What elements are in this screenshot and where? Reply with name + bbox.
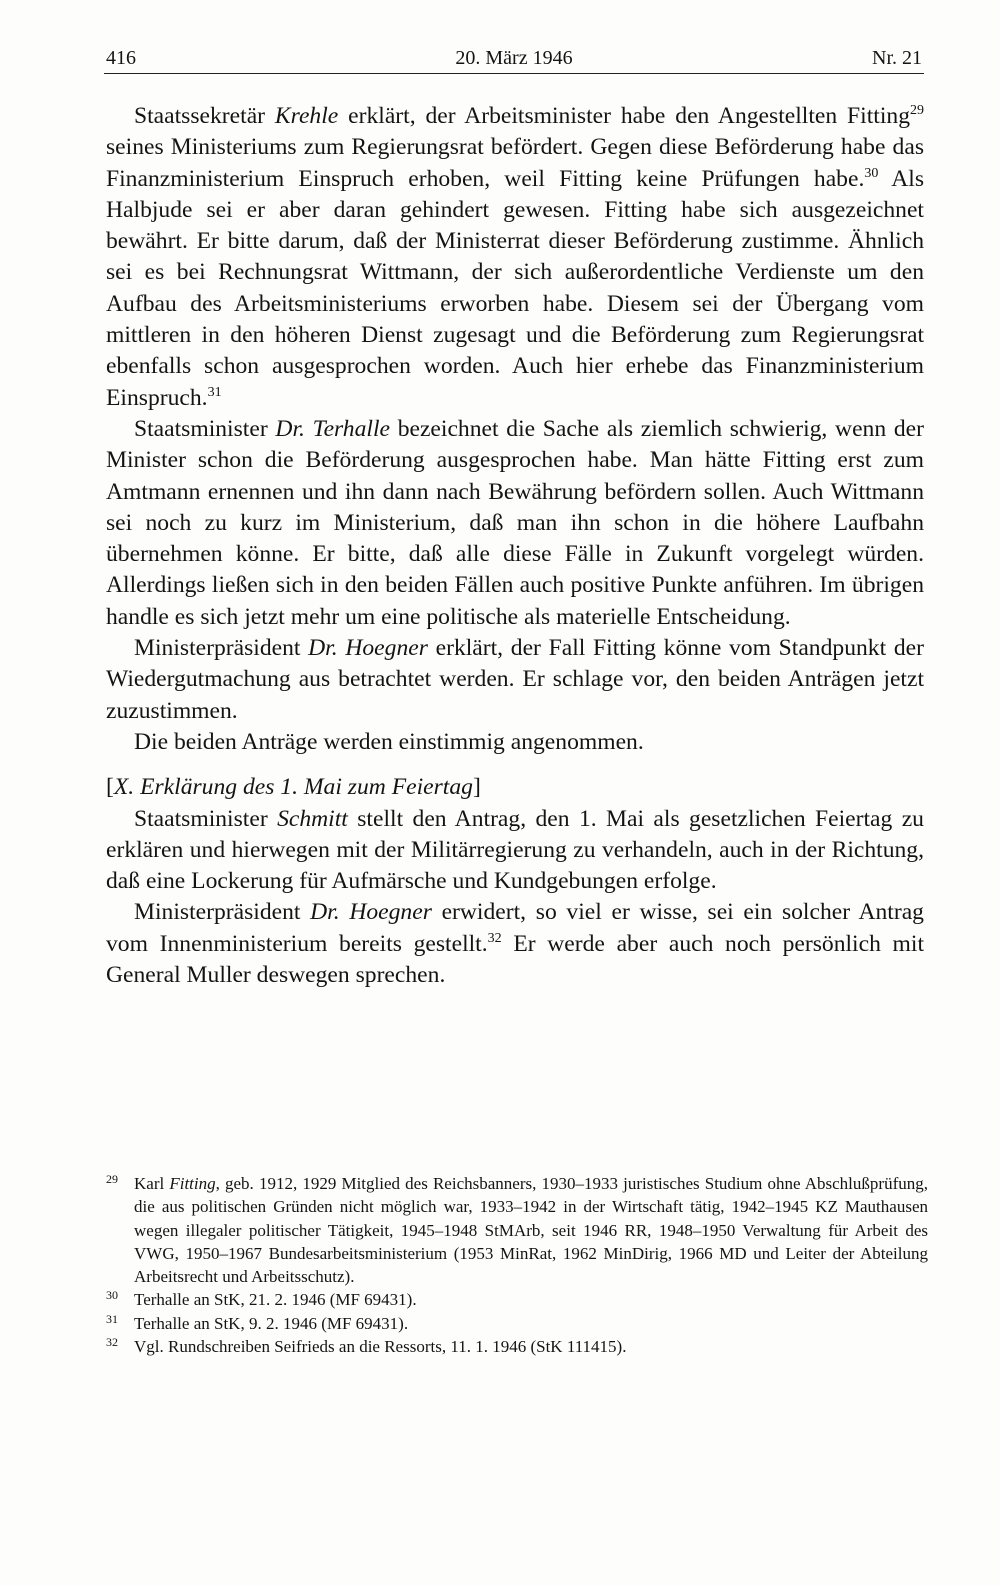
paragraph: Staatssekretär Krehle erklärt, der Arbeitsminister habe den Angestellten Fitting$^{29}$ seines Ministeriums zum Regierungsrat befördert. Gegen diese Beförderung habe das Finanzministerium Einspruch erhoben, weil Fitting keine Prüfungen habe.$^{30}$ Als Halbjude sei er aber daran gehindert gewesen. Fitting habe sich ausgezeichnet bewährt. Er bitte darum, daß der Ministerrat dieser Beförderung zustimme. Ähnlich sei es bei Rechnungsrat Wittmann, der sich außerordentliche Verdienste um den Aufbau des Arbeitsministeriums erworben habe. Diesem sei der Übergang vom mittleren in den höheren Dienst zugesagt und die Beförderung zum Regierungsrat ebenfalls schon ausgesprochen worden. Auch hier erhebe das Finanzministerium Einspruch.$^{31}$	[106, 103, 925, 411]
paragraph: Ministerpräsident Dr. Hoegner erklärt, der Fall Fitting könne vom Standpunkt der Wiedergutmachung aus betrachtet werden. Er schlage vor, den beiden Anträgen jetzt zuzustimmen.	[106, 635, 924, 724]
footnote-number: 29	[106, 1172, 118, 1186]
paragraph: Ministerpräsident Dr. Hoegner erwidert, so viel er wisse, sei ein solcher Antrag vom Innenministerium bereits gestellt.$^{32}$ Er werde aber auch noch persönlich mit General Muller deswegen sprechen.	[106, 899, 925, 989]
header-date: 20. März 1946	[455, 47, 573, 69]
footnote: 31 Terhalle an StK, 9. 2. 1946 (MF 69431).	[106, 1311, 409, 1333]
footnote-ref: 29	[910, 103, 924, 118]
paragraph: Staatsminister Schmitt stellt den Antrag, den 1. Mai als gesetzlichen Feiertag zu erklären und hierwegen mit der Militärregierung zu verhandeln, auch in der Richtung, daß eine Lockerung für Aufmärsche und Kundgebungen erfolge.	[106, 805, 924, 895]
main-text	[106, 101, 924, 991]
footnote-ref: 30	[864, 165, 879, 181]
header-rule	[104, 73, 924, 74]
footnote-number: 30	[106, 1288, 118, 1303]
speaker-name: Dr. Hoegner	[310, 899, 432, 926]
footnotes	[106, 1172, 928, 1358]
page-number: 416	[106, 47, 136, 69]
speaker-name: Schmitt	[277, 805, 348, 832]
footnote: 32 Vgl. Rundschreiben Seifrieds an die Ressorts, 11. 1. 1946 (StK 111415).	[106, 1335, 627, 1357]
issue-number: Nr. 21	[872, 47, 922, 69]
resolution-paragraph: Die beiden Anträge werden einstimmig angenommen.	[134, 728, 644, 755]
speaker-name: Dr. Hoegner	[308, 635, 428, 662]
running-header	[106, 44, 922, 72]
speaker-name: Dr. Terhalle	[275, 415, 390, 442]
footnote-number: 31	[106, 1311, 118, 1326]
footnote-ref: 31	[207, 384, 222, 400]
paragraph: Staatsminister Dr. Terhalle bezeichnet die Sache als ziemlich schwierig, wenn der Minister schon die Beförderung ausgesprochen habe. Man hätte Fitting erst zum Amtmann ernennen und ihn dann nach Bewährung befördern sollen. Auch Wittmann sei noch zu kurz im Ministerium, daß man ihn schon in die höhere Laufbahn übernehmen könne. Er bitte, daß alle diese Fälle in Zukunft vorgelegt würden. Allerdings ließen sich in den beiden Fällen auch positive Punkte anführen. Im übrigen handle es sich jetzt mehr um eine politische als materielle Entscheidung.	[106, 415, 924, 630]
footnote-ref: 32	[487, 930, 502, 946]
footnote-number: 32	[106, 1335, 118, 1350]
speaker-name: Krehle	[274, 103, 339, 129]
footnote: 30 Terhalle an StK, 21. 2. 1946 (MF 69431).	[106, 1288, 417, 1310]
section-heading: [X. Erklärung des 1. Mai zum Feiertag]	[106, 774, 481, 801]
footnote: 29 Karl Fitting, geb. 1912, 1929 Mitglied des Reichsbanners, 1930–1933 juristisches Studium ohne Abschlußprüfung, die aus politischen Gründen nicht möglich war, 1933–1942 in der Wirtschaft tätig, 1942–1945 KZ Mauthausen wegen illegaler politischer Tätigkeit, 1945–1948 StMArb, seit 1946 RR, 1948–1950 Verwaltung für Arbeit des VWG, 1950–1967 Bundesarbeitsministerium (1953 MinRat, 1962 MinDirig, 1966 MD und Leiter der Abteilung Arbeitsrecht und Arbeitsschutz).	[106, 1172, 928, 1287]
